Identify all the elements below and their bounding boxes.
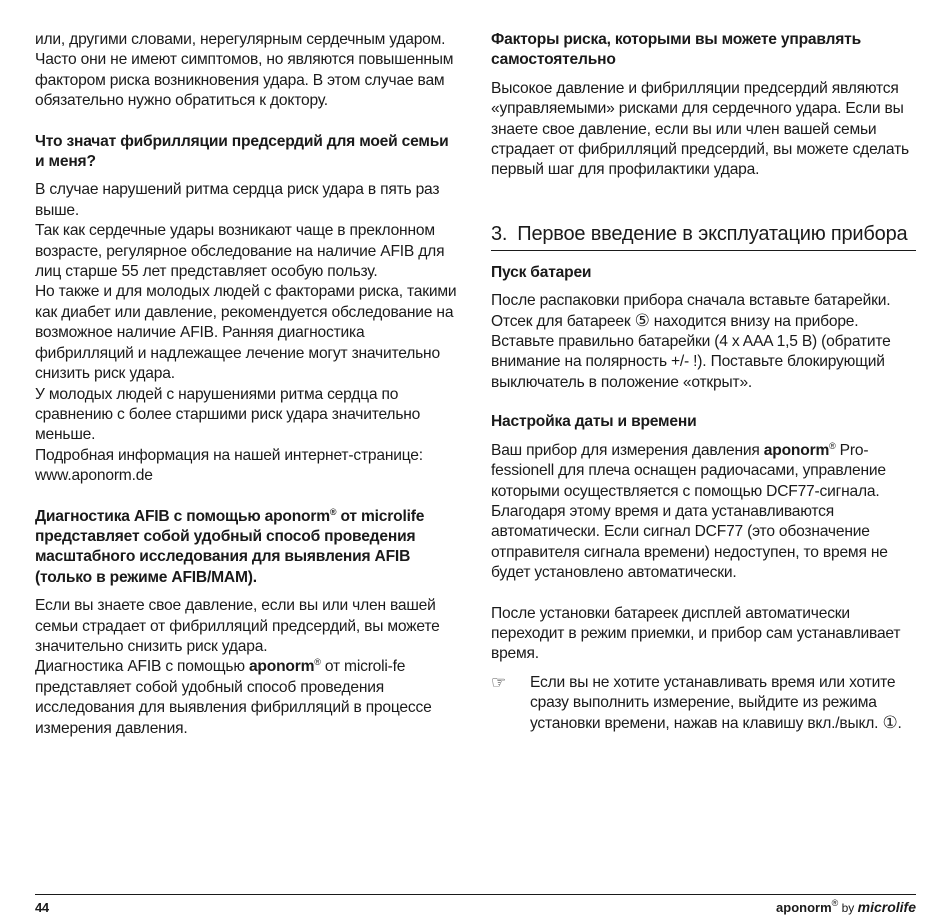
subheading: Пуск батареи: [491, 263, 592, 281]
brand-name: aponorm: [776, 900, 832, 915]
paragraph: У молодых людей с нарушениями ритма сердца по сравнению с более старшими риск удара значительно меньше.: [35, 385, 421, 444]
paragraph: Диагностика AFIB с помощью aponorm® от microli-fe представляет собой удобный способ проведения исследования для выявления фибрилляций в процессе измерения давления.: [35, 657, 432, 737]
paragraph: Подробная информация на нашей интернет-странице: www.aponorm.de: [35, 446, 423, 485]
subheading: Что значат фибрилляции предсердий для моей семьи и меня?: [35, 132, 449, 171]
footer-divider: [35, 894, 916, 895]
subheading: Диагностика AFIB с помощью aponorm® от microlife представляет собой удобный способ проведения масштабного исследования для выявления AFIB (только в режиме AFIB/MAM).: [35, 506, 425, 586]
brand-name: aponorm: [248, 658, 315, 676]
paragraph: Так как сердечные удары возникают чаще в преклонном возрасте, регулярное обследование на наличие AFIB для лиц старше 55 лет представляет особую пользу.: [35, 222, 445, 281]
section-title-text: Первое введение в эксплуатацию прибора: [517, 222, 908, 245]
subheading: Факторы риска, которыми вы можете управлять самостоятельно: [491, 31, 861, 69]
note-text: Если вы не хотите устанавливать время или хотите сразу выполнить измерение, выйдите из режима установки времени, нажав на клавишу вкл./выкл. ①.: [530, 673, 902, 732]
paragraph: Но также и для молодых людей с факторами риска, такими как диабет или давление, рекомендуется обследование на возможное наличие AFIB. Ранняя диагностика фибрилляций и надлежащее лечение могут значительно снизить риск удара.: [35, 283, 457, 383]
pointing-hand-icon: ☞: [491, 672, 507, 692]
paragraph: После установки батареек дисплей автоматически переходит в режим приемки, и прибор сам устанавливает время.: [491, 604, 901, 663]
paragraph: Если вы знаете свое давление, если вы или член вашей семьи страдает от фибрилляций предсердий, вы можете значительно снизить риск удара.: [35, 597, 440, 655]
left-column: [35, 30, 460, 739]
paragraph: После распаковки прибора сначала вставьте батарейки. Отсек для батареек ⑤ находится внизу на приборе. Вставьте правильно батарейки (4 x AAA 1,5 В) (обратите внимание на полярность +/- !). Поставьте блокирующий выключатель в положение «открыт».: [491, 292, 891, 391]
footer-brand: aponorm® by microlife: [776, 898, 916, 915]
right-column: [491, 30, 916, 734]
circled-five-icon: ⑤: [634, 310, 650, 330]
brand-name: aponorm: [763, 441, 830, 459]
subheading: Настройка даты и времени: [491, 413, 697, 431]
section-title: [491, 221, 916, 251]
brand-company: microlife: [857, 899, 916, 915]
page-number: 44: [35, 900, 49, 915]
paragraph: В случае нарушений ритма сердца риск удара в пять раз выше.: [35, 181, 440, 219]
paragraph: Ваш прибор для измерения давления aponorm® Pro-fessionell для плеча оснащен радиочасами, управление которыми осуществляется с помощью DCF77-сигнала. Благодаря этому время и дата устанавливаются автоматически. Если сигнал DCF77 (это обозначение отправителя сигнала времени) недоступен, то время не будет установлено автоматически.: [491, 440, 888, 582]
paragraph: Высокое давление и фибрилляции предсердий являются «управляемыми» рисками для сердечного удара. Если вы знаете свое давление, если вы или член вашей семьи страдает от фибрилляций предсердий, вы можете сделать первый шаг для профилактики удара.: [491, 79, 909, 179]
paragraph: или, другими словами, нерегулярным сердечным ударом. Часто они не имеют симптомов, но являются повышенным фактором риска возникновения удара. В этом случае вам обязательно нужно обратиться к доктору.: [35, 31, 454, 110]
circled-one-icon: ①: [882, 712, 898, 732]
section-number: 3.: [491, 222, 508, 245]
note: [491, 673, 916, 734]
